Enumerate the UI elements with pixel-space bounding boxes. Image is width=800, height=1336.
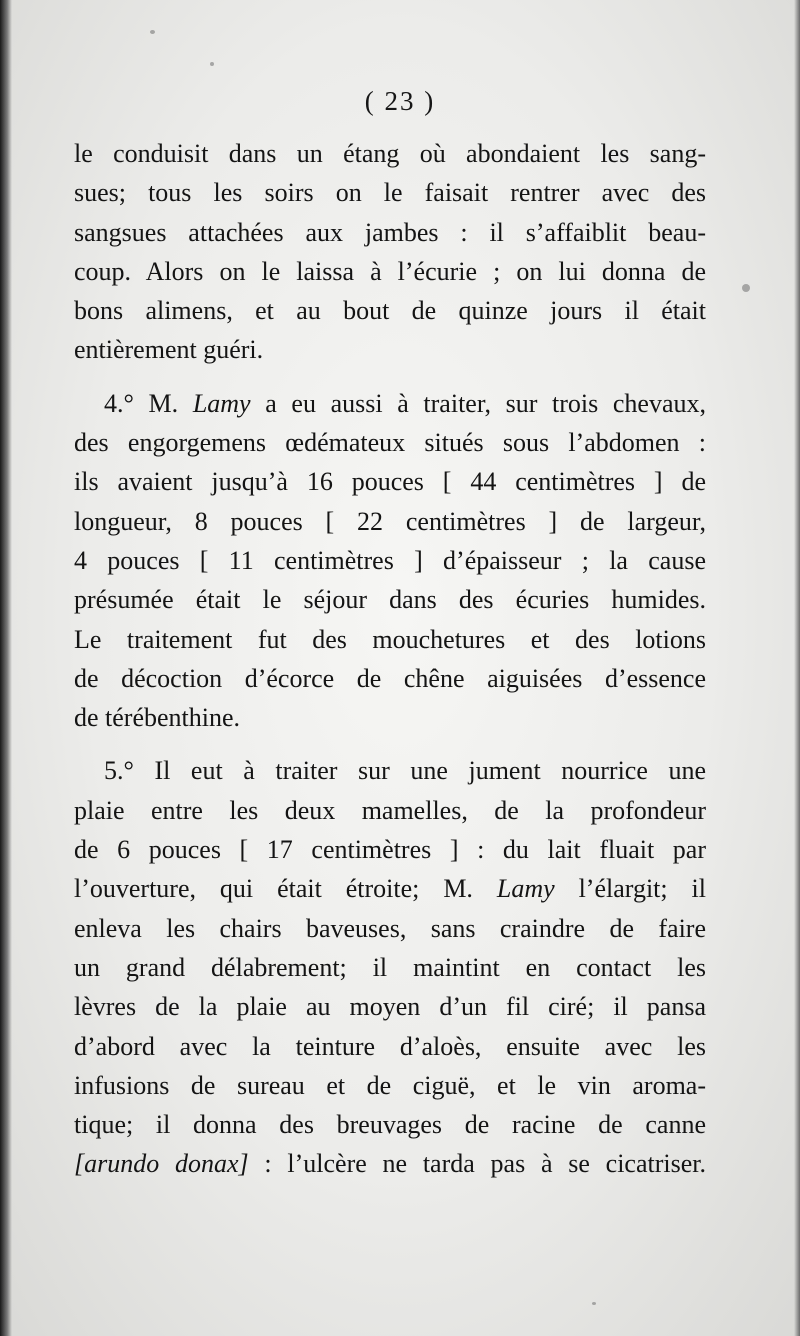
text-line: longueur, 8 pouces [ 22 centimètres ] de largeur, xyxy=(74,506,706,536)
line-segment: 4.° M. xyxy=(104,388,193,418)
text-line: tique; il donna des breuvages de racine de canne xyxy=(74,1110,706,1140)
paper-speck xyxy=(742,284,750,292)
latin-plant-name: [arundo donax] xyxy=(74,1149,249,1179)
text-line: ils avaient jusqu’à 16 pouces [ 44 centimètres ] de xyxy=(74,467,706,497)
paper-speck xyxy=(150,30,155,34)
body-text xyxy=(74,134,706,1184)
text-line: des engorgemens œdémateux situés sous l’abdomen : xyxy=(74,428,706,458)
line-segment: : l’ulcère ne tarda pas à se cicatriser. xyxy=(248,1149,706,1179)
line-segment: a eu aussi à traiter, sur trois chevaux, xyxy=(250,388,706,418)
author-name: Lamy xyxy=(496,874,555,904)
text-line: sangsues attachées aux jambes : il s’affaiblit beau- xyxy=(74,217,706,247)
text-line xyxy=(74,1144,706,1183)
text-line: 4 pouces [ 11 centimètres ] d’épaisseur ; la cause xyxy=(74,545,706,575)
text-line xyxy=(74,384,706,423)
text-line: infusions de sureau et de ciguë, et le vin aroma- xyxy=(74,1070,706,1100)
text-line: bons alimens, et au bout de quinze jours il était xyxy=(74,296,706,326)
author-name: Lamy xyxy=(192,388,251,418)
text-line: entièrement guéri. xyxy=(74,335,264,365)
text-line: le conduisit dans un étang où abondaient les sang- xyxy=(74,139,706,168)
page-number: ( 23 ) xyxy=(364,86,436,116)
line-segment: l’élargit; il xyxy=(554,874,706,904)
text-line: de 6 pouces [ 17 centimètres ] : du lait fluait par xyxy=(74,835,706,865)
paragraph-2 xyxy=(74,384,706,738)
text-line: lèvres de la plaie au moyen d’un fil ciré; il pansa xyxy=(74,992,706,1022)
text-line: 5.° Il eut à traiter sur une jument nourrice une xyxy=(104,756,706,786)
text-line: de décoction d’écorce de chêne aiguisées d’essence xyxy=(74,663,706,693)
paper-speck xyxy=(592,1302,596,1305)
text-line: d’abord avec la teinture d’aloès, ensuite avec les xyxy=(74,1031,706,1061)
text-line: enleva les chairs baveuses, sans craindre de faire xyxy=(74,913,706,943)
paper-speck xyxy=(210,62,214,66)
paragraph-3 xyxy=(74,751,706,1183)
page-edge-shadow xyxy=(794,0,800,1336)
text-line: sues; tous les soirs on le faisait rentrer avec des xyxy=(74,178,706,208)
text-line: présumée était le séjour dans des écuries humides. xyxy=(74,585,706,615)
text-line: coup. Alors on le laissa à l’écurie ; on lui donna de xyxy=(74,256,706,286)
paragraph-1 xyxy=(74,134,706,370)
text-line: Le traitement fut des mouchetures et des lotions xyxy=(74,624,706,654)
line-segment: l’ouverture, qui était étroite; M. xyxy=(74,874,497,904)
page-binding-shadow xyxy=(0,0,12,1336)
text-line xyxy=(74,869,706,908)
text-line: de térébenthine. xyxy=(74,703,241,733)
text-line: plaie entre les deux mamelles, de la profondeur xyxy=(74,795,706,825)
text-line: un grand délabrement; il maintint en contact les xyxy=(74,952,706,982)
